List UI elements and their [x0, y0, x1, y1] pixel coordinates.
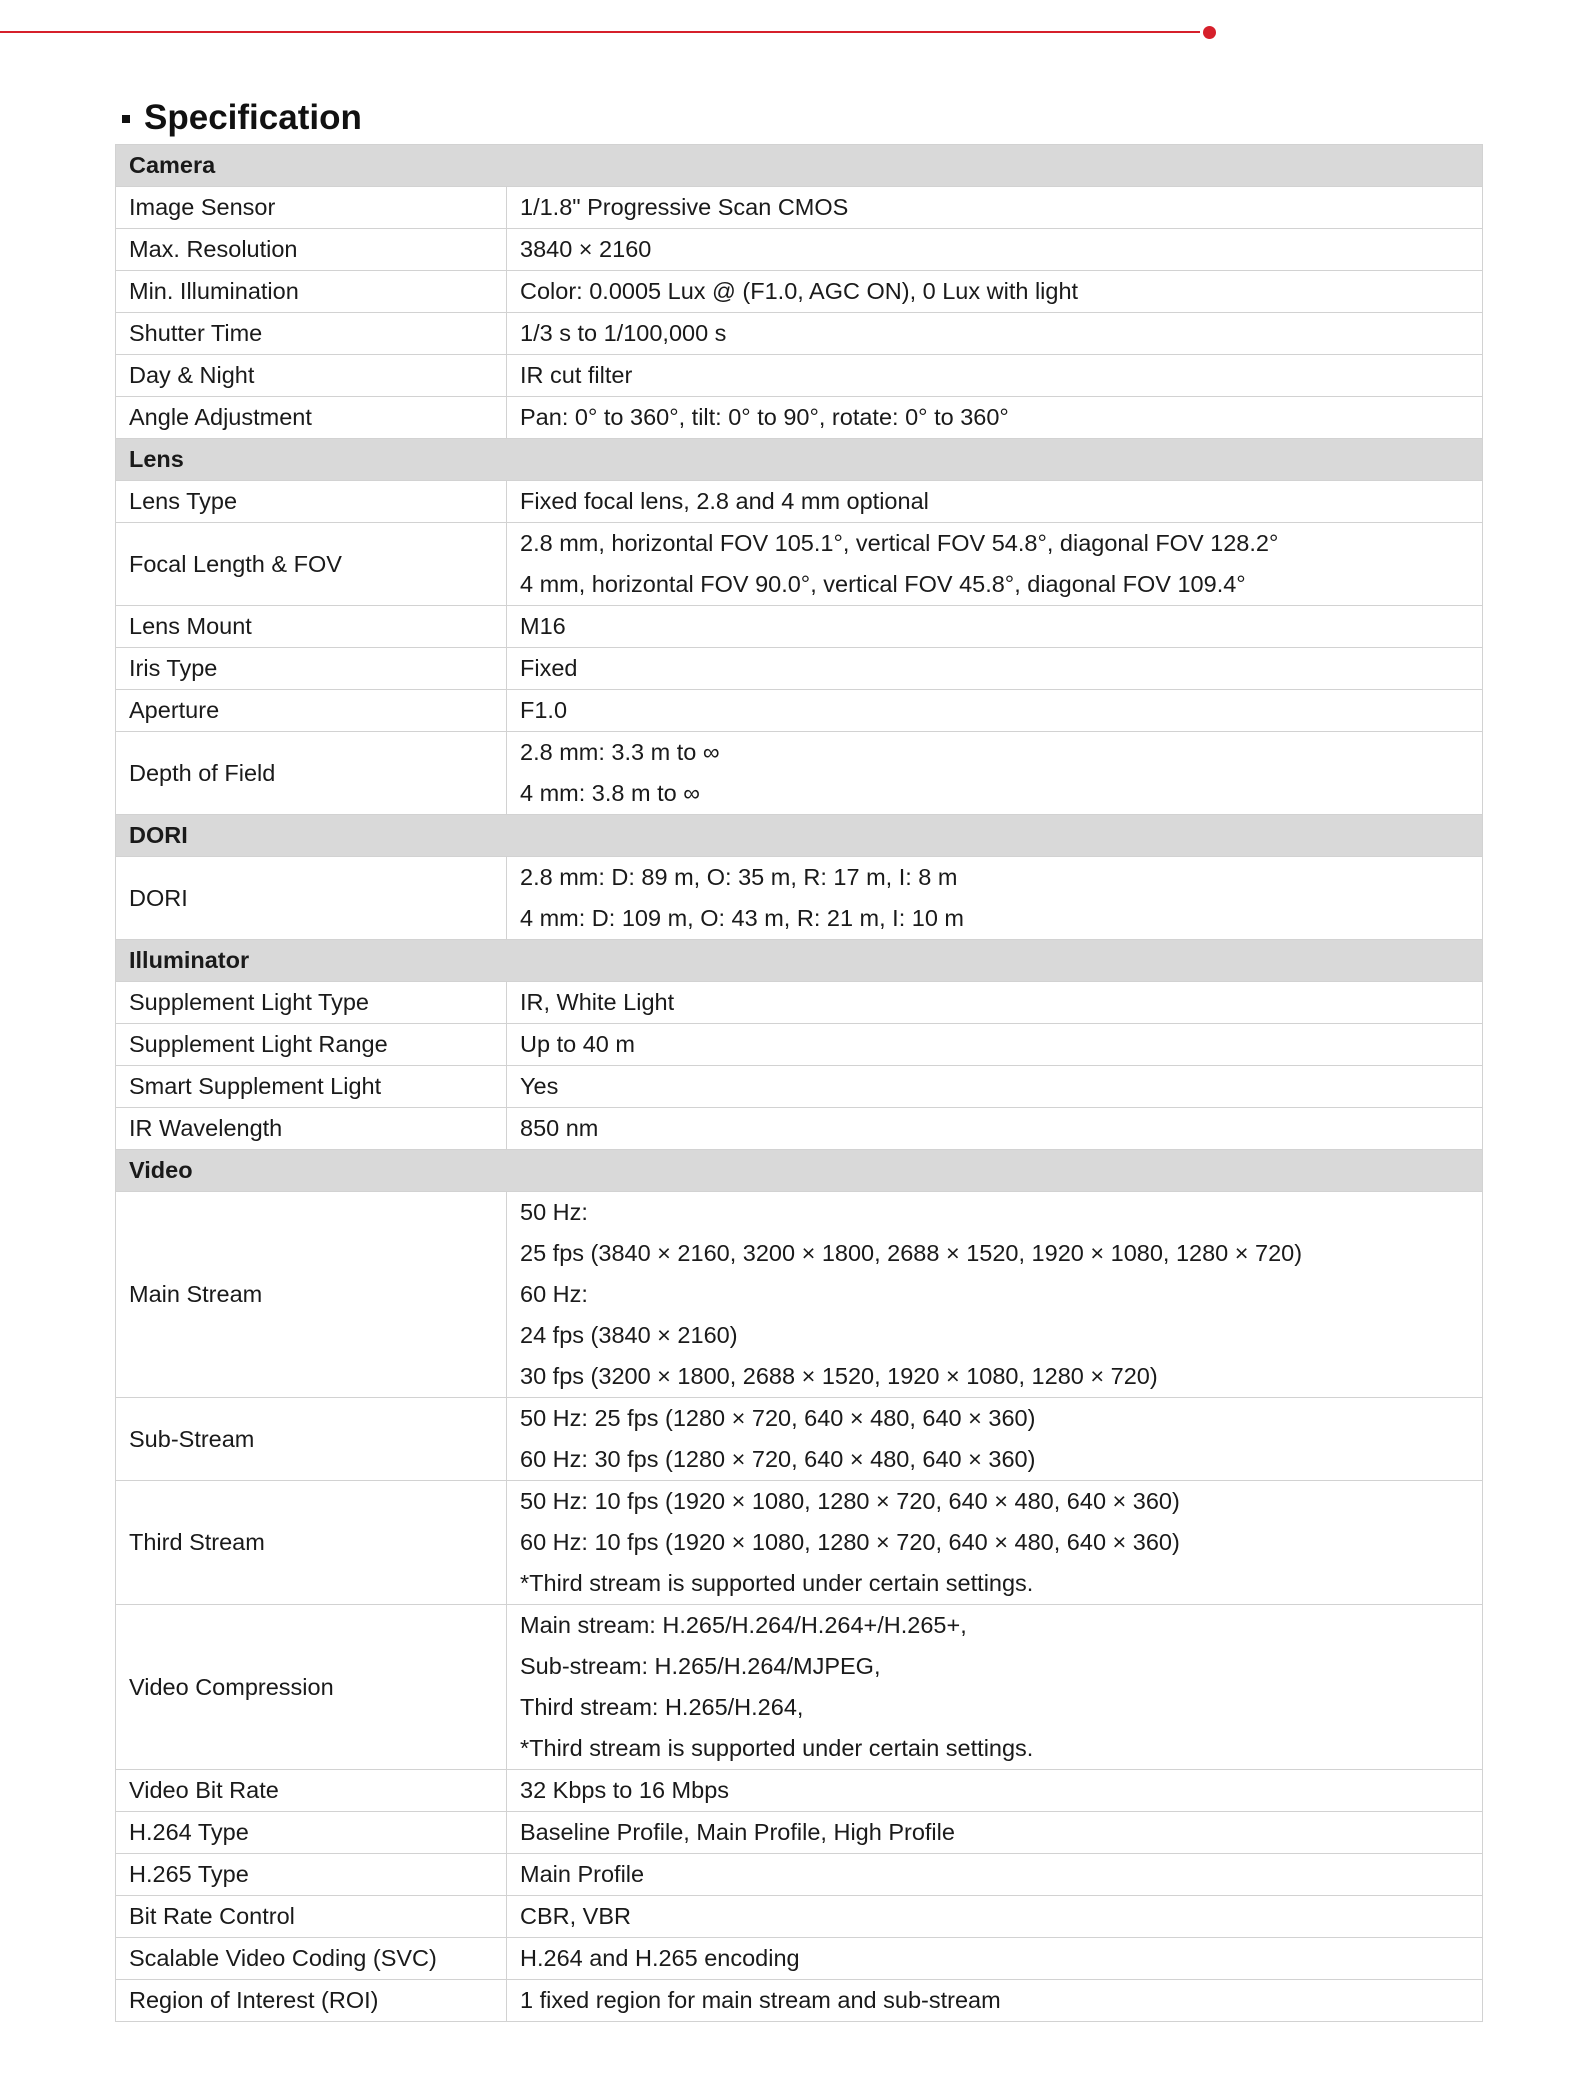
section-header-row	[116, 145, 1483, 187]
row-value	[507, 648, 1483, 690]
value-line: Fixed focal lens, 2.8 and 4 mm optional	[520, 488, 929, 514]
row-value	[507, 1854, 1483, 1896]
row-label: Sub-Stream	[116, 1398, 507, 1481]
table-row	[116, 1481, 1483, 1605]
value-line: 2.8 mm, horizontal FOV 105.1°, vertical FOV 54.8°, diagonal FOV 128.2°	[520, 530, 1279, 556]
row-label: IR Wavelength	[116, 1108, 507, 1150]
value-line: Yes	[520, 1073, 559, 1099]
value-line: 50 Hz: 25 fps (1280 × 720, 640 × 480, 640 × 360)	[520, 1405, 1036, 1431]
row-label: Focal Length & FOV	[116, 523, 507, 606]
section-header-row	[116, 815, 1483, 857]
value-line: 2.8 mm: 3.3 m to ∞	[520, 739, 720, 765]
table-row	[116, 1605, 1483, 1770]
row-label: Max. Resolution	[116, 229, 507, 271]
value-line: 2.8 mm: D: 89 m, O: 35 m, R: 17 m, I: 8 m	[520, 864, 958, 890]
page-title-text: Specification	[144, 98, 362, 137]
row-label: Bit Rate Control	[116, 1896, 507, 1938]
table-row	[116, 313, 1483, 355]
row-value	[507, 690, 1483, 732]
specification-table	[115, 144, 1483, 2022]
row-label: Lens Mount	[116, 606, 507, 648]
top-red-dot	[1203, 26, 1216, 39]
value-line: 60 Hz: 30 fps (1280 × 720, 640 × 480, 640 × 360)	[520, 1446, 1036, 1472]
row-value	[507, 355, 1483, 397]
row-label: H.264 Type	[116, 1812, 507, 1854]
value-line: Sub-stream: H.265/H.264/MJPEG,	[520, 1653, 881, 1679]
row-label: Third Stream	[116, 1481, 507, 1605]
table-row	[116, 648, 1483, 690]
value-line: F1.0	[520, 697, 568, 723]
row-label: H.265 Type	[116, 1854, 507, 1896]
page-title	[122, 98, 362, 138]
value-line: 50 Hz:	[520, 1199, 588, 1225]
section-title: Lens	[116, 439, 1483, 481]
table-row	[116, 1066, 1483, 1108]
row-label: Shutter Time	[116, 313, 507, 355]
row-label: Lens Type	[116, 481, 507, 523]
value-line: 60 Hz:	[520, 1281, 588, 1307]
section-header-row	[116, 940, 1483, 982]
row-value	[507, 982, 1483, 1024]
row-value	[507, 1938, 1483, 1980]
table-row	[116, 1108, 1483, 1150]
row-value	[507, 229, 1483, 271]
table-row	[116, 1812, 1483, 1854]
value-line: Third stream: H.265/H.264,	[520, 1694, 804, 1720]
table-row	[116, 1854, 1483, 1896]
value-line: Up to 40 m	[520, 1031, 635, 1057]
row-label: Main Stream	[116, 1192, 507, 1398]
value-line: M16	[520, 613, 566, 639]
value-line: 32 Kbps to 16 Mbps	[520, 1777, 730, 1803]
table-row	[116, 606, 1483, 648]
row-label: Supplement Light Range	[116, 1024, 507, 1066]
value-line: Baseline Profile, Main Profile, High Profile	[520, 1819, 955, 1845]
value-line: Color: 0.0005 Lux @ (F1.0, AGC ON), 0 Lux with light	[520, 278, 1079, 304]
value-line: IR cut filter	[520, 362, 633, 388]
value-line: 50 Hz: 10 fps (1920 × 1080, 1280 × 720, 640 × 480, 640 × 360)	[520, 1488, 1180, 1514]
table-row	[116, 982, 1483, 1024]
value-line: CBR, VBR	[520, 1903, 631, 1929]
row-value	[507, 523, 1483, 606]
value-line: 1/3 s to 1/100,000 s	[520, 320, 727, 346]
value-line: Fixed	[520, 655, 578, 681]
row-label: Smart Supplement Light	[116, 1066, 507, 1108]
row-value	[507, 481, 1483, 523]
value-line: *Third stream is supported under certain settings.	[520, 1735, 1034, 1761]
table-row	[116, 187, 1483, 229]
top-red-rule	[0, 31, 1200, 33]
table-row	[116, 1398, 1483, 1481]
row-label: Video Compression	[116, 1605, 507, 1770]
section-header-row	[116, 1150, 1483, 1192]
table-row	[116, 690, 1483, 732]
row-label: Aperture	[116, 690, 507, 732]
row-value	[507, 397, 1483, 439]
table-row	[116, 1980, 1483, 2022]
row-value	[507, 1896, 1483, 1938]
value-line: H.264 and H.265 encoding	[520, 1945, 800, 1971]
row-label: Angle Adjustment	[116, 397, 507, 439]
table-row	[116, 1770, 1483, 1812]
value-line: IR, White Light	[520, 989, 675, 1015]
value-line: 30 fps (3200 × 1800, 2688 × 1520, 1920 × 1080, 1280 × 720)	[520, 1363, 1158, 1389]
row-value	[507, 1192, 1483, 1398]
row-label: Region of Interest (ROI)	[116, 1980, 507, 2022]
row-label: Supplement Light Type	[116, 982, 507, 1024]
table-row	[116, 1192, 1483, 1398]
row-value	[507, 271, 1483, 313]
row-label: DORI	[116, 857, 507, 940]
value-line: 850 nm	[520, 1115, 599, 1141]
value-line: 60 Hz: 10 fps (1920 × 1080, 1280 × 720, 640 × 480, 640 × 360)	[520, 1529, 1180, 1555]
section-header-row	[116, 439, 1483, 481]
row-value	[507, 1481, 1483, 1605]
row-label: Day & Night	[116, 355, 507, 397]
row-value	[507, 1066, 1483, 1108]
row-label: Scalable Video Coding (SVC)	[116, 1938, 507, 1980]
row-value	[507, 1398, 1483, 1481]
row-value	[507, 732, 1483, 815]
row-value	[507, 857, 1483, 940]
value-line: 24 fps (3840 × 2160)	[520, 1322, 738, 1348]
row-value	[507, 1980, 1483, 2022]
table-row	[116, 1938, 1483, 1980]
row-value	[507, 313, 1483, 355]
row-label: Depth of Field	[116, 732, 507, 815]
table-row	[116, 481, 1483, 523]
bullet-square-icon	[122, 115, 130, 123]
row-value	[507, 1024, 1483, 1066]
row-label: Iris Type	[116, 648, 507, 690]
value-line: *Third stream is supported under certain settings.	[520, 1570, 1034, 1596]
table-row	[116, 229, 1483, 271]
value-line: Pan: 0° to 360°, tilt: 0° to 90°, rotate: 0° to 360°	[520, 404, 1009, 430]
table-row	[116, 857, 1483, 940]
row-label: Min. Illumination	[116, 271, 507, 313]
value-line: 3840 × 2160	[520, 236, 652, 262]
value-line: 4 mm: 3.8 m to ∞	[520, 780, 700, 806]
row-value	[507, 1812, 1483, 1854]
table-row	[116, 523, 1483, 606]
table-row	[116, 1024, 1483, 1066]
table-row	[116, 355, 1483, 397]
row-label: Image Sensor	[116, 187, 507, 229]
row-value	[507, 606, 1483, 648]
section-title: Video	[116, 1150, 1483, 1192]
value-line: 1/1.8" Progressive Scan CMOS	[520, 194, 849, 220]
value-line: Main Profile	[520, 1861, 645, 1887]
table-row	[116, 1896, 1483, 1938]
section-title: DORI	[116, 815, 1483, 857]
row-value	[507, 187, 1483, 229]
table-row	[116, 397, 1483, 439]
value-line: 4 mm: D: 109 m, O: 43 m, R: 21 m, I: 10 m	[520, 905, 965, 931]
row-value	[507, 1605, 1483, 1770]
section-title: Illuminator	[116, 940, 1483, 982]
section-title: Camera	[116, 145, 1483, 187]
value-line: 1 fixed region for main stream and sub-stream	[520, 1987, 1001, 2013]
table-row	[116, 732, 1483, 815]
value-line: 4 mm, horizontal FOV 90.0°, vertical FOV 45.8°, diagonal FOV 109.4°	[520, 571, 1246, 597]
row-value	[507, 1770, 1483, 1812]
value-line: 25 fps (3840 × 2160, 3200 × 1800, 2688 × 1520, 1920 × 1080, 1280 × 720)	[520, 1240, 1303, 1266]
row-value	[507, 1108, 1483, 1150]
table-row	[116, 271, 1483, 313]
value-line: Main stream: H.265/H.264/H.264+/H.265+,	[520, 1612, 967, 1638]
row-label: Video Bit Rate	[116, 1770, 507, 1812]
